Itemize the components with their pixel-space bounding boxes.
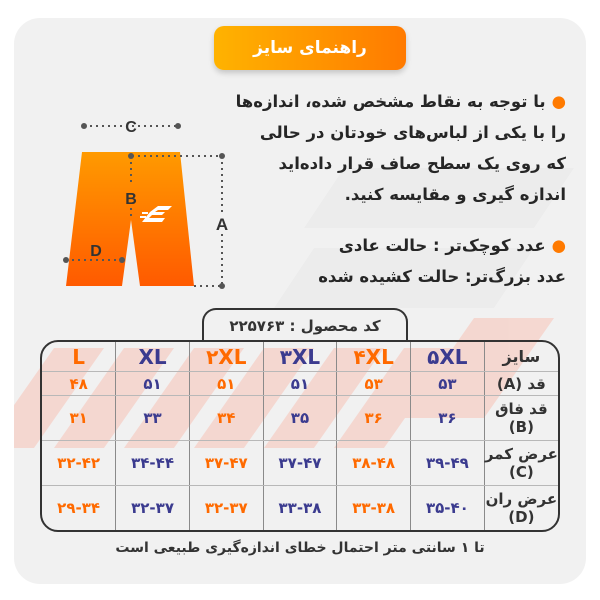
instruction-line: که روی یک سطح صاف قرار داده‌اید — [278, 154, 566, 173]
table-cell: ۴۸ — [42, 372, 116, 395]
table-cell: ۲۹-۳۴ — [42, 485, 116, 530]
table-row — [42, 485, 558, 530]
table-cell: ۵۳ — [411, 372, 485, 395]
measurement-error-note: تا ۱ سانتی متر احتمال خطای اندازه‌گیری طبیعی است — [115, 540, 485, 556]
table-cell: ۵۱ — [189, 372, 263, 395]
table-row — [42, 440, 558, 485]
table-cell: ۳۲-۳۷ — [189, 485, 263, 530]
table-cell: ۳۷-۴۷ — [189, 440, 263, 485]
size-header-l: L — [42, 342, 116, 372]
size-table — [40, 340, 560, 532]
table-cell: ۳۴ — [189, 395, 263, 440]
size-header-3xl: ۳XL — [263, 342, 337, 372]
table-cell: ۳۹-۴۹ — [411, 440, 485, 485]
label-a: A — [215, 215, 229, 234]
instruction-line: را با یکی از لباس‌های خودتان در حالی — [259, 123, 566, 142]
table-cell: ۳۶ — [337, 395, 411, 440]
table-cell: ۳۵-۴۰ — [411, 485, 485, 530]
product-code-value: ۲۲۵۷۶۳ — [229, 317, 285, 335]
product-code-label: کد محصول : — [289, 317, 381, 335]
table-cell: ۳۴-۴۴ — [116, 440, 190, 485]
table-cell: ۳۳-۳۸ — [337, 485, 411, 530]
table-cell: ۳۳-۳۸ — [263, 485, 337, 530]
label-c: C — [125, 119, 137, 136]
table-cell: ۳۳ — [116, 395, 190, 440]
size-notes — [230, 230, 566, 292]
table-cell: ۳۲-۳۷ — [116, 485, 190, 530]
table-header-row — [42, 342, 558, 372]
size-header-2xl: ۲XL — [189, 342, 263, 372]
product-code — [202, 308, 408, 342]
shorts-shape — [66, 152, 194, 286]
size-guide-title: راهنمای سایز — [214, 26, 406, 70]
size-guide-card — [14, 18, 586, 584]
row-label: قد (A) — [484, 372, 558, 395]
row-label: قد فاق (B) — [484, 395, 558, 440]
table-cell: ۳۷-۴۷ — [263, 440, 337, 485]
table-cell: ۵۱ — [116, 372, 190, 395]
instruction-line: ●با توجه به نقاط مشخص شده، اندازه‌ها — [235, 92, 566, 111]
size-header-xl: XL — [116, 342, 190, 372]
table-cell: ۵۱ — [263, 372, 337, 395]
size-note: عدد بزرگ‌تر: حالت کشیده شده — [318, 267, 566, 286]
table-cell: ۵۳ — [337, 372, 411, 395]
table-row — [42, 395, 558, 440]
table-cell: ۳۵ — [263, 395, 337, 440]
table-row — [42, 372, 558, 395]
row-label: عرض کمر (C) — [484, 440, 558, 485]
size-note: ●عدد کوچک‌تر : حالت عادی — [338, 236, 566, 255]
row-label: عرض ران (D) — [485, 489, 558, 526]
label-b: B — [125, 191, 137, 208]
bullet-icon: ● — [551, 92, 566, 111]
table-cell: ۳۸-۴۸ — [337, 440, 411, 485]
size-header-5xl: ۵XL — [411, 342, 485, 372]
instruction-line: اندازه گیری و مقایسه کنید. — [344, 185, 566, 204]
table-cell: ۳۶ — [411, 395, 485, 440]
label-d: D — [90, 243, 102, 260]
size-header-label: سایز — [484, 342, 558, 372]
shorts-diagram — [44, 102, 234, 294]
measurement-instructions — [230, 86, 566, 210]
size-header-4xl: ۴XL — [337, 342, 411, 372]
bullet-icon: ● — [551, 236, 566, 255]
table-cell: ۳۲-۴۲ — [42, 440, 116, 485]
table-cell: ۳۱ — [42, 395, 116, 440]
